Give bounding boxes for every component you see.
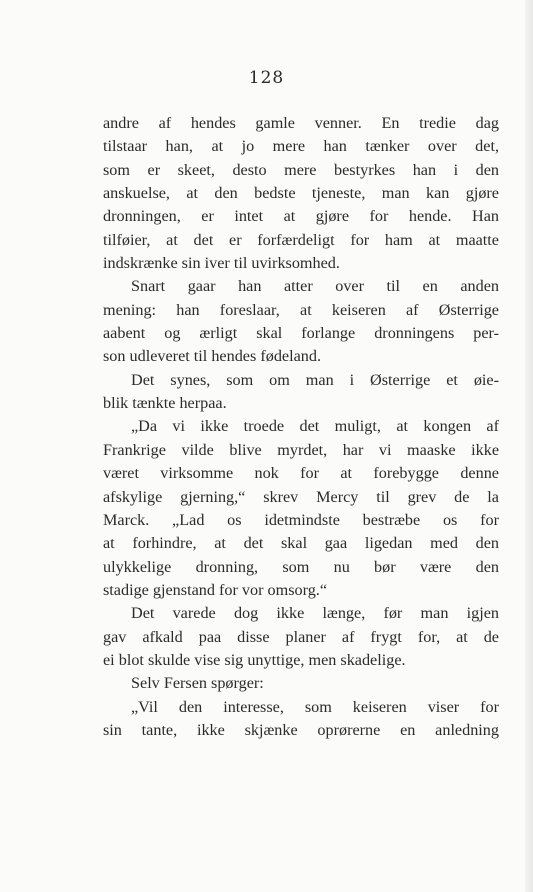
text-line: andre af hendes gamle venner. En tredie dag [103,114,499,132]
text-line: været virksomme nok for at forebygge denne [103,464,499,483]
text-line: sin tante, ikke skjænke oprørerne en anledning [103,720,499,739]
text-line: Snart gaar han atter over til en anden [131,277,499,296]
text-line: aabent og ærligt skal forlange dronningens per- [103,324,499,343]
text-line: tilføier, at det er forfærdeligt for ham at maatte [103,230,499,249]
text-line: son udleveret til hendes fødeland. [103,347,322,366]
text-line: anskuelse, at den bedste tjeneste, man kan gjøre [103,184,499,203]
text-line: dronningen, er intet at gjøre for hende. Han [103,207,499,226]
text-line: indskrænke sin iver til uvirksomhed. [103,254,340,273]
text-line: tilstaar han, at jo mere han tænker over det, [103,137,499,156]
text-line: stadige gjenstand for vor omsorg.“ [103,580,328,599]
text-line: gav afkald paa disse planer af frygt for, at de [103,627,499,646]
text-line: Frankrige vilde blive myrdet, har vi maaske ikke [103,440,499,459]
page-number: 128 [248,68,285,88]
page-edge-shadow [525,0,533,892]
text-line: Det varede dog ikke længe, før man igjen [131,604,499,623]
body-text [103,112,499,742]
text-line: at forhindre, at det skal gaa ligedan med den [103,534,499,553]
text-line: blik tænkte herpaa. [103,394,227,413]
text-line: ulykkelige dronning, som nu bør være den [103,557,499,576]
text-line: som er skeet, desto mere bestyrkes han i den [103,160,499,179]
text-line: mening: han foreslaar, at keiseren af Østerrige [103,300,499,319]
text-line: ei blot skulde vise sig unyttige, men skadelige. [103,650,406,669]
text-line: Det synes, som om man i Østerrige et øie- [131,370,499,389]
text-line: „Vil den interesse, som keiseren viser for [131,697,499,716]
text-line: Marck. „Lad os idetmindste bestræbe os for [103,510,499,529]
text-line: Selv Fersen spørger: [131,674,264,693]
text-line: afskylige gjerning,“ skrev Mercy til grev de la [103,487,499,506]
text-line: „Da vi ikke troede det muligt, at kongen af [131,417,499,436]
